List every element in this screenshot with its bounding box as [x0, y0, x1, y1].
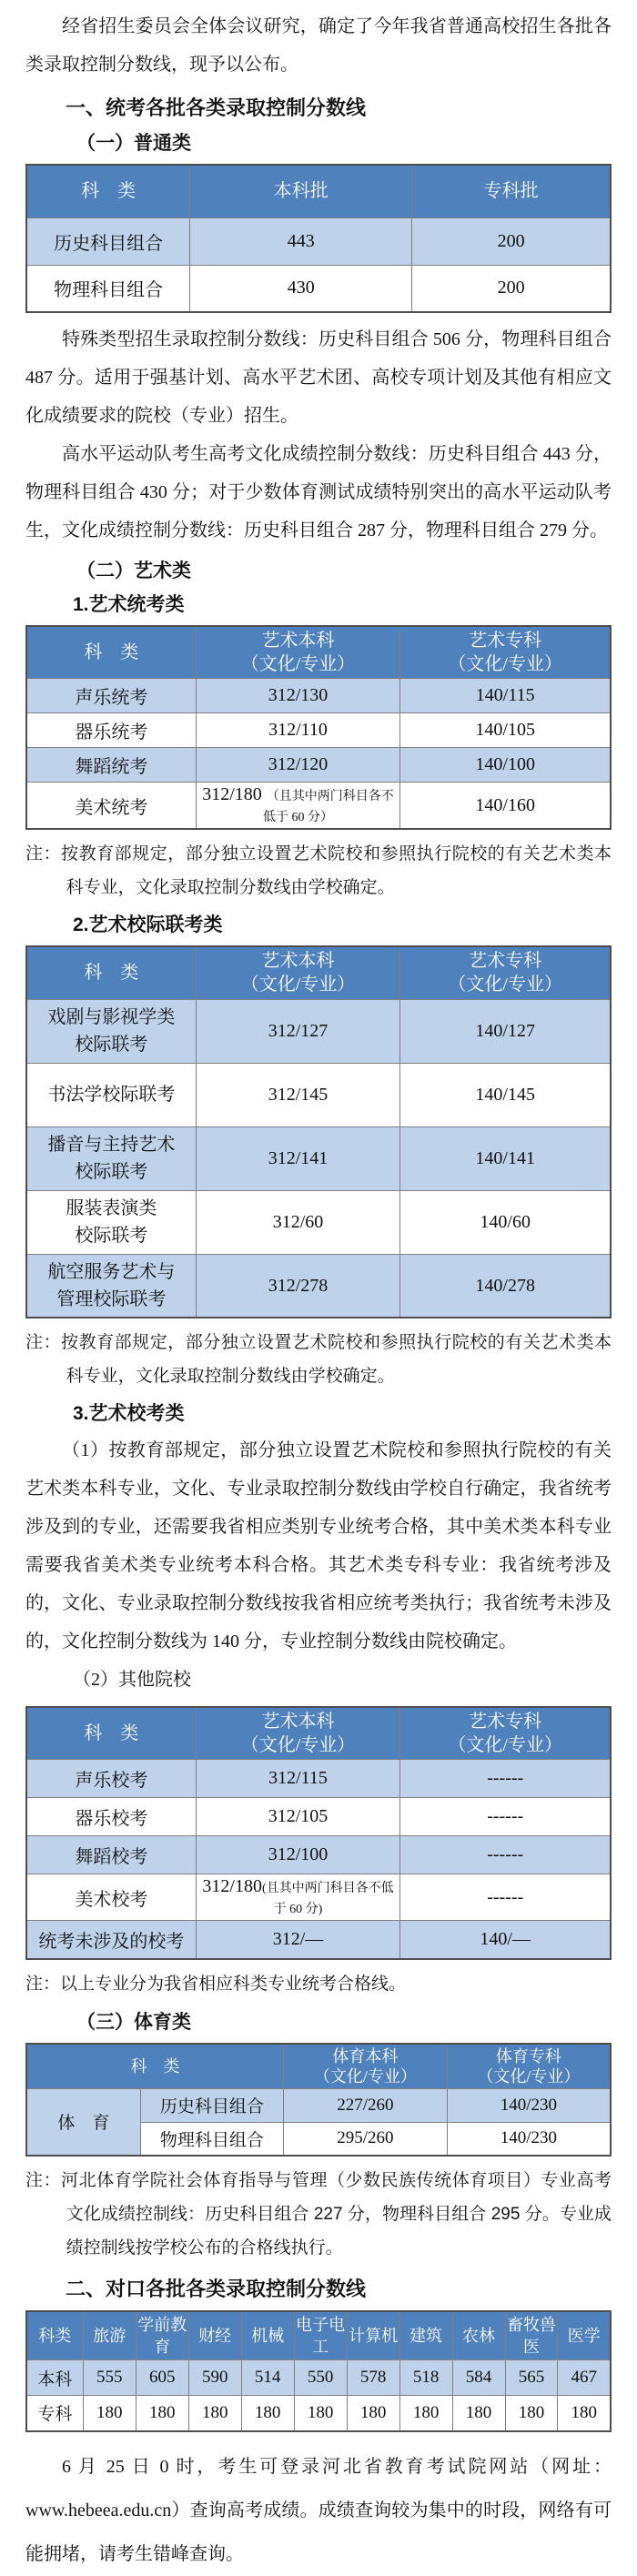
sports-category-title: （三）体育类: [76, 2011, 191, 2033]
score-cell: 180: [505, 2396, 558, 2431]
score-cell: 312/278: [196, 1254, 400, 1318]
col-header: 农林: [452, 2311, 505, 2360]
row-label: 本科: [26, 2360, 83, 2396]
art-joint-note: 注：按教育部规定，部分独立设置艺术院校和参照执行院校的有关艺术类本科专业，文化录取控制分数线由学校确定。: [25, 1333, 612, 1386]
table-row: [26, 1063, 611, 1126]
table-header-row: [26, 2044, 611, 2089]
score-cell: 312/110: [196, 713, 400, 748]
col-header-sports-undergrad: [283, 2044, 447, 2089]
art-school-exam-paragraph: （1）按教育部规定，部分独立设置艺术院校和参照执行院校的有关艺术类本科专业，文化、专业录取控制分数线由学校自行确定，我省统考涉及到的专业，还需要我省相应类别专业统考合格，其中美术类本科专业需要我省美术类专业统考本科合格。其艺术类专科专业：我省统考涉及的，文化、专业录取控制分数线按我省相应统考类执行；我省统考未涉及的，文化控制分数线为 140 分，专业控制分数线由院校确定。: [25, 1440, 612, 1652]
col-header-college: 专科批: [412, 165, 611, 217]
table-row: [26, 1874, 611, 1921]
score-cell: 312/105: [196, 1798, 400, 1836]
table-row: [26, 1126, 611, 1190]
header-line1: 艺术本科: [261, 1712, 335, 1732]
header-line1: 体育专科: [495, 2046, 561, 2066]
score-cell: 605: [136, 2360, 188, 2396]
sports-note: 注：河北体育学院社会体育指导与管理（少数民族传统体育项目）专业高考文化成绩控制线：历史科目组合 227 分，物理科目组合 295 分。专业成绩控制线按学校公布的合格线执行。: [25, 2171, 612, 2258]
score-cell: 312/120: [196, 748, 400, 783]
score-cell: 584: [452, 2360, 505, 2396]
table-row: [26, 2088, 611, 2122]
row-label: 美术校考: [26, 1874, 196, 1921]
score-cell: 312/100: [196, 1836, 400, 1874]
row-label: [26, 999, 196, 1063]
art-other-note: 注：以上专业分为我省相应科类专业统考合格线。: [25, 1974, 407, 1994]
label-line1: 书法学校际联考: [47, 1085, 176, 1105]
col-header: 建筑: [399, 2311, 452, 2360]
score-cell: 180: [399, 2396, 452, 2431]
art-other-table: [25, 1706, 612, 1960]
header-line1: 艺术专科: [469, 951, 542, 972]
intro-paragraph: 经省招生委员会全体会议研究，确定了今年我省普通高校招生各批各类录取控制分数线，现予以公布。: [25, 16, 612, 75]
header-line1: 艺术专科: [469, 1712, 542, 1732]
score-cell: 555: [83, 2360, 136, 2396]
score-cell: 140/278: [400, 1254, 611, 1318]
table-header-row: [26, 1707, 611, 1760]
table-row: [26, 2396, 611, 2431]
sports-table: [25, 2043, 612, 2157]
score-cell: 180: [558, 2396, 611, 2431]
col-header: 计算机: [347, 2311, 399, 2360]
score-cell: 590: [188, 2360, 241, 2396]
score-cell: 140/230: [447, 2122, 611, 2156]
col-header-art-undergrad: [196, 626, 400, 679]
table-row: [26, 999, 611, 1063]
score-cell: 180: [452, 2396, 505, 2431]
col-header-undergrad: 本科批: [190, 165, 412, 217]
header-line2: （文化/专业）: [313, 2066, 417, 2086]
table-row: [26, 2360, 611, 2396]
table-row: [26, 1798, 611, 1836]
col-header-art-college: [400, 626, 611, 679]
row-label: 物理科目组合: [26, 265, 190, 312]
art-category-title: （二）艺术类: [76, 561, 191, 581]
row-label: 声乐校考: [26, 1760, 196, 1798]
score-cell: 312/115: [196, 1760, 400, 1798]
table-row: [26, 265, 611, 312]
row-label: 声乐统考: [26, 679, 196, 713]
table-row: [26, 713, 611, 748]
label-line1: 航空服务艺术与: [47, 1261, 176, 1282]
score-condition-note: （且其中两门科目各不低于 60 分）: [263, 790, 394, 824]
header-line2: （文化/专业）: [240, 654, 356, 674]
header-line1: 艺术专科: [469, 631, 542, 651]
score-cell: ------: [400, 1836, 611, 1874]
score-cell: 312/145: [196, 1063, 400, 1126]
row-label: 历史科目组合: [26, 217, 190, 265]
score-cell: 180: [188, 2396, 241, 2431]
score-cell: 180: [347, 2396, 399, 2431]
col-header: 学前教育: [136, 2311, 188, 2360]
col-header-art-college: [400, 1707, 611, 1760]
score-cell: 140/115: [400, 679, 611, 713]
col-header: 财经: [188, 2311, 241, 2360]
art-unified-note: 注：按教育部规定，部分独立设置艺术院校和参照执行院校的有关艺术类本科专业，文化录取控制分数线由学校确定。: [25, 844, 612, 897]
row-label: [26, 1190, 196, 1254]
table-row: [26, 1836, 611, 1874]
score-cell: 312/60: [196, 1190, 400, 1254]
table-row: [26, 1921, 611, 1959]
col-header: 电子电工: [294, 2311, 347, 2360]
score-cell: 180: [136, 2396, 188, 2431]
special-type-paragraph: 特殊类型招生录取控制分数线：历史科目组合 506 分，物理科目组合 487 分。适用于强基计划、高水平艺术团、高校专项计划及其他有相应文化成绩要求的院校（专业）招生。: [25, 329, 612, 426]
score-value: 312/180: [202, 784, 262, 804]
score-cell: 578: [347, 2360, 399, 2396]
row-label: 美术统考: [26, 783, 196, 830]
row-label: 统考未涉及的校考: [26, 1921, 196, 1959]
label-line1: 戏剧与影视学类: [47, 1007, 176, 1027]
score-cell: ------: [400, 1798, 611, 1836]
art-joint-table: [25, 945, 612, 1318]
row-label: 历史科目组合: [140, 2088, 283, 2122]
score-cell: ------: [400, 1760, 611, 1798]
row-label: 专科: [26, 2396, 83, 2431]
score-cell: 200: [412, 265, 611, 312]
header-line1: 体育本科: [332, 2046, 399, 2066]
col-header-category: 科 类: [26, 626, 196, 679]
table-row: [26, 1190, 611, 1254]
table-header-row: [26, 165, 611, 217]
score-cell: [196, 783, 400, 830]
general-scores-table: [25, 164, 612, 313]
row-label: 舞蹈校考: [26, 1836, 196, 1874]
score-cell: 180: [241, 2396, 294, 2431]
score-cell: 180: [83, 2396, 136, 2431]
score-cell: 312/—: [196, 1921, 400, 1959]
header-line2: （文化/专业）: [240, 1735, 356, 1755]
label-line1: 播音与主持艺术: [47, 1135, 176, 1155]
table-row: [26, 217, 611, 265]
score-cell: 550: [294, 2360, 347, 2396]
table-header-row: [26, 2311, 611, 2360]
col-header: 医学: [558, 2311, 611, 2360]
col-header: 畜牧兽医: [505, 2311, 558, 2360]
col-header: 旅游: [83, 2311, 136, 2360]
score-cell: 295/260: [283, 2122, 447, 2156]
score-value: 312/180: [202, 1876, 262, 1896]
score-cell: 467: [558, 2360, 611, 2396]
score-cell: ------: [400, 1874, 611, 1921]
sports-team-paragraph: 高水平运动队考生高考文化成绩控制分数线：历史科目组合 443 分，物理科目组合 430 分；对于少数体育测试成绩特别突出的高水平运动队考生，文化成绩控制分数线：历史科目组合 287 分，物理科目组合 279 分。: [25, 444, 612, 540]
col-header-art-college: [400, 946, 611, 999]
art-joint-title: 2.艺术校际联考类: [73, 914, 223, 935]
section2-title: 二、对口各批各类录取控制分数线: [66, 2278, 367, 2300]
score-cell: 180: [294, 2396, 347, 2431]
score-cell: 140/100: [400, 748, 611, 783]
row-label: 物理科目组合: [140, 2122, 283, 2156]
general-category-title: （一）普通类: [76, 133, 191, 154]
score-cell: 443: [190, 217, 412, 265]
score-cell: 430: [190, 265, 412, 312]
vocational-table: [25, 2310, 612, 2432]
col-header-art-undergrad: [196, 1707, 400, 1760]
label-line2: 校际联考: [75, 1035, 148, 1055]
row-label: 舞蹈统考: [26, 748, 196, 783]
row-label: [26, 1063, 196, 1126]
header-line1: 艺术本科: [261, 631, 335, 651]
art-other-schools-title: （2）其他院校: [73, 1670, 191, 1690]
outro-paragraph: 6 月 25 日 0 时，考生可登录河北省教育考试院网站（网址：www.hebeea.edu.cn）查询高考成绩。成绩查询较为集中的时段，网络有可能拥堵，请考生错峰查询。: [25, 2456, 612, 2564]
score-cell: 312/141: [196, 1126, 400, 1190]
score-cell: 140/141: [400, 1126, 611, 1190]
row-label: [26, 1126, 196, 1190]
score-cell: 518: [399, 2360, 452, 2396]
score-cell: 140/—: [400, 1921, 611, 1959]
score-cell: 312/130: [196, 679, 400, 713]
score-cell: 140/105: [400, 713, 611, 748]
table-row: [26, 748, 611, 783]
header-line2: （文化/专业）: [240, 975, 356, 995]
header-line2: （文化/专业）: [448, 1735, 562, 1755]
score-cell: 140/127: [400, 999, 611, 1063]
col-header-category: 科 类: [26, 1707, 196, 1760]
col-header-category: 科 类: [26, 165, 190, 217]
score-cell: 140/230: [447, 2088, 611, 2122]
section1-title: 一、统考各批各类录取控制分数线: [66, 96, 367, 119]
art-school-exam-title: 3.艺术校考类: [73, 1403, 185, 1424]
header-line2: （文化/专业）: [448, 975, 562, 995]
col-header-category: 科 类: [26, 2044, 283, 2089]
table-row: [26, 783, 611, 830]
header-line2: （文化/专业）: [477, 2066, 581, 2086]
table-row: [26, 1254, 611, 1318]
col-header-sports-college: [447, 2044, 611, 2089]
table-header-row: [26, 626, 611, 679]
score-cell: 514: [241, 2360, 294, 2396]
art-unified-table: [25, 625, 612, 830]
score-cell: 312/127: [196, 999, 400, 1063]
label-line2: 校际联考: [75, 1162, 148, 1182]
label-line2: 管理校际联考: [56, 1288, 167, 1309]
group-label-sports: 体 育: [26, 2088, 140, 2156]
table-row: [26, 679, 611, 713]
col-header: 科类: [26, 2311, 83, 2360]
art-unified-title: 1.艺术统考类: [73, 594, 185, 615]
score-cell: 140/145: [400, 1063, 611, 1126]
header-line2: （文化/专业）: [448, 654, 562, 674]
score-cell: 200: [412, 217, 611, 265]
score-cell: [196, 1874, 400, 1921]
score-condition-note: (且其中两门科目各不低于 60 分): [261, 1882, 394, 1916]
row-label: 器乐统考: [26, 713, 196, 748]
label-line1: 服装表演类: [66, 1198, 157, 1218]
score-cell: 565: [505, 2360, 558, 2396]
col-header-art-undergrad: [196, 946, 400, 999]
label-line2: 校际联考: [75, 1226, 148, 1246]
table-row: [26, 1760, 611, 1798]
row-label: [26, 1254, 196, 1318]
col-header: 机械: [241, 2311, 294, 2360]
score-cell: 140/160: [400, 783, 611, 830]
row-label: 器乐校考: [26, 1798, 196, 1836]
header-line1: 艺术本科: [261, 951, 335, 972]
col-header-category: 科 类: [26, 946, 196, 999]
score-cell: 140/60: [400, 1190, 611, 1254]
score-cell: 227/260: [283, 2088, 447, 2122]
table-header-row: [26, 946, 611, 999]
